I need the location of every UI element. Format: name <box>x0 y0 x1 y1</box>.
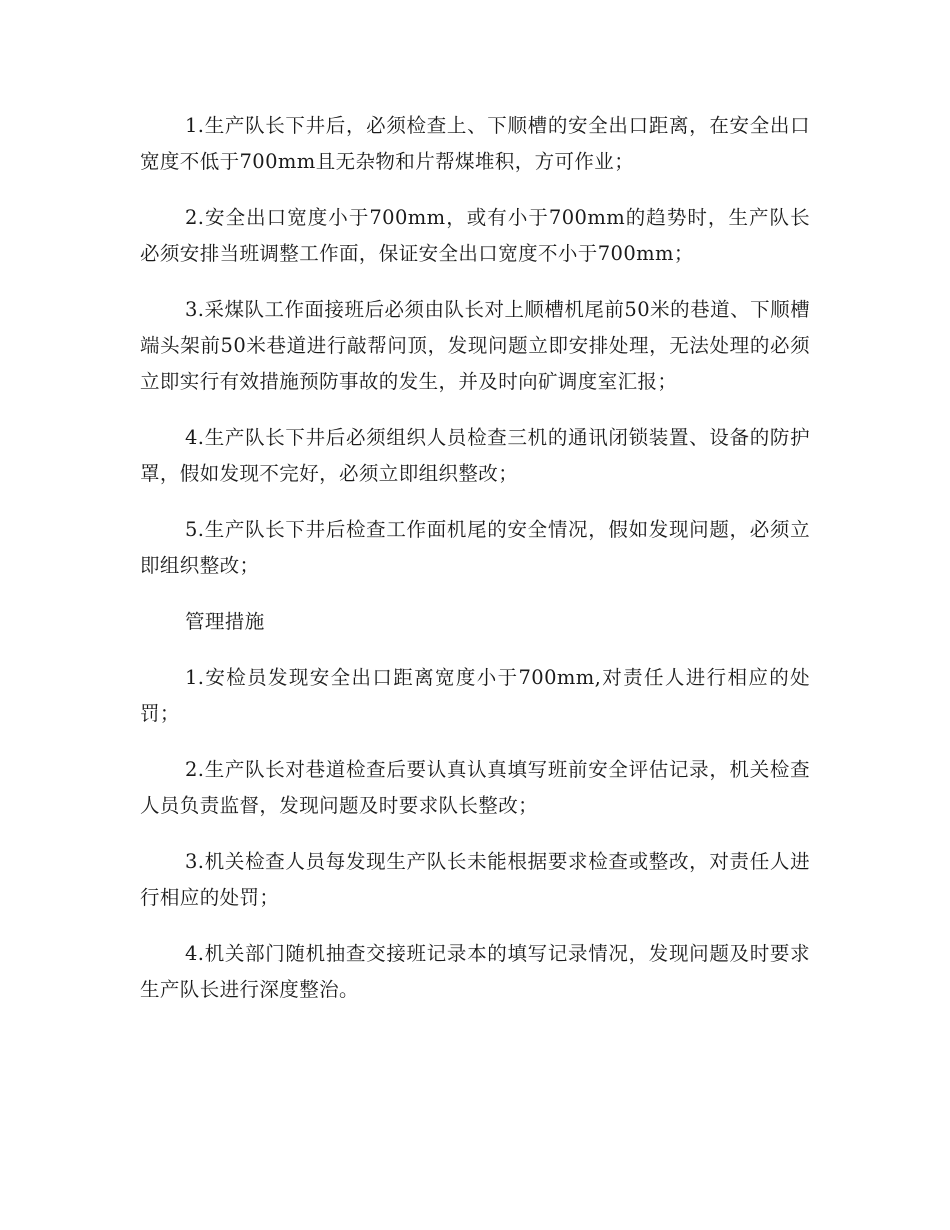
paragraph-measure-1: 1.安检员发现安全出口距离宽度小于700mm,对责任人进行相应的处罚； <box>140 666 810 725</box>
paragraph-measure-2: 2.生产队长对巷道检查后要认真认真填写班前安全评估记录，机关检查人员负责监督，发现问题及时要求队长整改； <box>140 758 810 817</box>
paragraph-measure-4: 4.机关部门随机抽查交接班记录本的填写记录情况，发现问题及时要求生产队长进行深度整治。 <box>140 942 810 1001</box>
paragraph-requirement-3: 3.采煤队工作面接班后必须由队长对上顺槽机尾前50米的巷道、下顺槽端头架前50米巷道进行敲帮问顶，发现问题立即安排处理，无法处理的必须立即实行有效措施预防事故的发生，并及时向矿调度室汇报； <box>140 298 810 393</box>
paragraph-requirement-5: 5.生产队长下井后检查工作面机尾的安全情况，假如发现问题，必须立即组织整改； <box>140 518 810 577</box>
paragraph-requirement-2: 2.安全出口宽度小于700mm，或有小于700mm的趋势时，生产队长必须安排当班调整工作面，保证安全出口宽度不小于700mm； <box>140 206 810 265</box>
section-heading: 管理措施 <box>185 610 265 633</box>
paragraph-requirement-1: 1.生产队长下井后，必须检查上、下顺槽的安全出口距离，在安全出口宽度不低于700mm且无杂物和片帮煤堆积，方可作业； <box>140 114 810 173</box>
document-body <box>140 108 810 1028</box>
paragraph-measure-3: 3.机关检查人员每发现生产队长未能根据要求检查或整改，对责任人进行相应的处罚； <box>140 850 810 909</box>
paragraph-requirement-4: 4.生产队长下井后必须组织人员检查三机的通讯闭锁装置、设备的防护罩，假如发现不完好，必须立即组织整改； <box>140 426 810 485</box>
